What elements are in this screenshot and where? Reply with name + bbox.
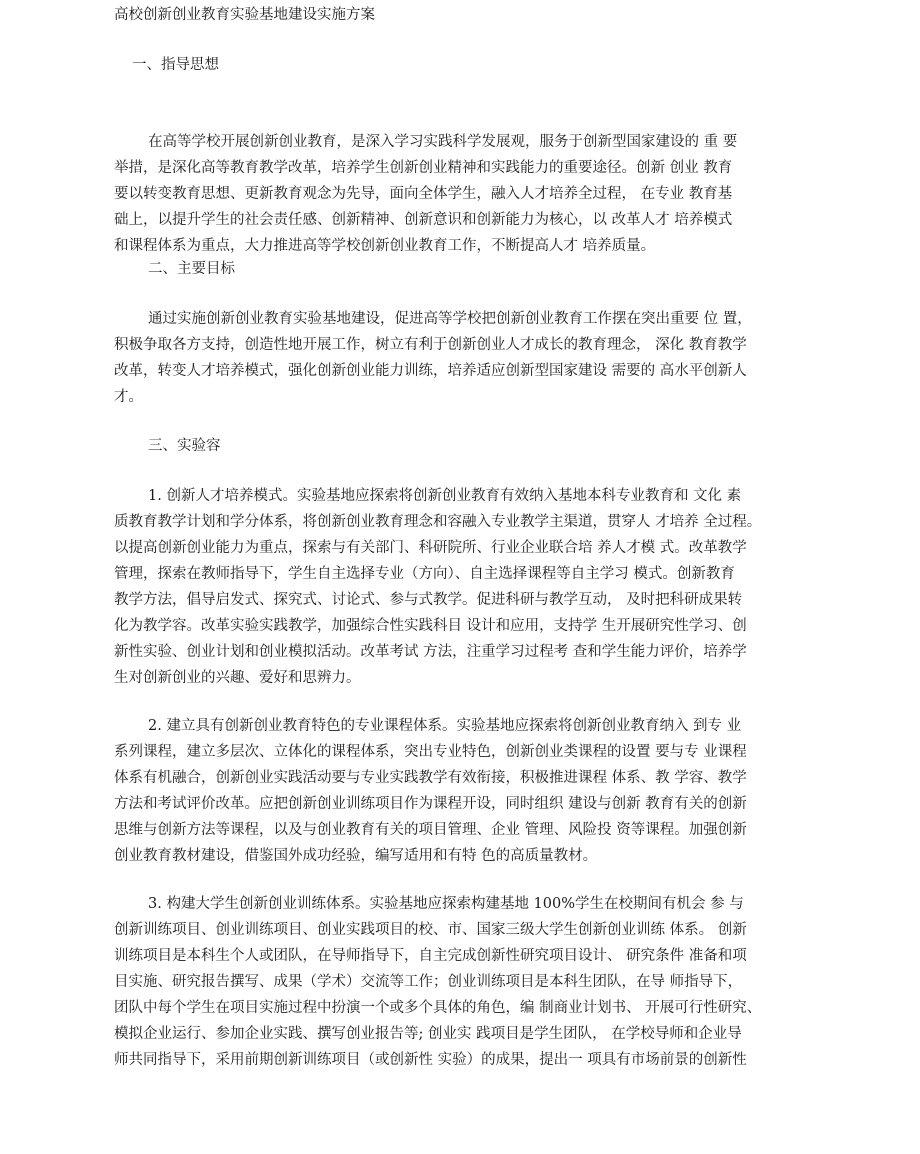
section-heading-guiding-ideology: 一、指导思想 [132,57,219,73]
paragraph-line: 管理，探索在教师指导下，学生自主选择专业（方向）、自主选择课程等自主学习 模式。创新教育 [114,566,735,582]
paragraph-line: 创新训练项目、创业训练项目、创业实践项目的校、市、国家三级大学生创新创业训练 体系。 创新 [114,922,747,938]
paragraph-line: 教学方法，倡导启发式、探究式、讨论式、参与式教学。促进科研与教学互动， 及时把科研成果转 [114,592,743,608]
paragraph-line: 生对创新创业的兴趣、爱好和思辨力。 [114,670,361,686]
paragraph-line: 新性实验、创业计划和创业模拟活动。改革考试 方法，注重学习过程考 查和学生能力评价，培养学 [114,644,747,660]
paragraph-line: 以提高创新创业能力为重点，探索与有关部门、科研院所、行业企业联合培 养人才模 式。改革教学 [114,540,747,556]
paragraph-line: 础上，以提升学生的社会责任感、创新精神、创新意识和创新能力为核心，以 改革人才 培养模式 [114,212,733,228]
paragraph-line: 积极争取各方支持，创造性地开展工作，树立有利于创新创业人才成长的教育理念， 深化 教育教学 [114,337,747,353]
paragraph-line: 训练项目是本科生个人或团队，在导师指导下，自主完成创新性研究项目设计、 研究条件 准备和项 [114,948,747,964]
paragraph-line: 师共同指导下，采用前期创新训练项目（或创新性 实验）的成果，提出一 项具有市场前景的创新性 [114,1052,747,1068]
paragraph-line: 思维与创新方法等课程，以及与创业教育有关的项目管理、企业 管理、风险投 资等课程。加强创新 [114,822,747,838]
paragraph-line: 要以转变教育思想、更新教育观念为先导，面向全体学生，融入人才培养全过程， 在专业 教育基 [114,186,733,202]
section-heading-experiment-content: 三、实验容 [148,438,221,454]
paragraph-line: 化为教学容。改革实验实践教学，加强综合性实践科目 设计和应用，支持学 生开展研究性学习、创 [114,618,747,634]
paragraph-line: 模拟企业运行、参加企业实践、撰写创业报告等; 创业实 践项目是学生团队， 在学校导师和企业导 [114,1026,742,1042]
paragraph-line: 在高等学校开展创新创业教育，是深入学习实践科学发展观，服务于创新型国家建设的 重 要 [148,134,738,150]
paragraph-line: 质教育教学计划和学分体系，将创新创业教育理念和容融入专业教学主渠道，贯穿人 才培养 全过程。 [114,514,762,530]
document-title: 高校创新创业教育实验基地建设实施方案 [114,7,375,23]
paragraph-item-2 [114,713,822,869]
paragraph-line: 体系有机融合，创新创业实践活动要与专业实践教学有效衔接，积极推进课程 体系、教 学容、教学 [114,770,747,786]
paragraph-guiding-ideology [114,129,822,259]
paragraph-item-3 [114,891,822,1073]
paragraph-line: 1. 创新人才培养模式。实验基地应探索将创新创业教育有效纳入基地本科专业教育和 文化 素 [148,488,742,504]
paragraph-line: 通过实施创新创业教育实验基地建设，促进高等学校把创新创业教育工作摆在突出重要 位 置， [148,311,752,327]
paragraph-line: 系列课程，建立多层次、立体化的课程体系，突出专业特色，创新创业类课程的设置 要与专 业课程 [114,744,747,760]
paragraph-main-goals [114,306,822,410]
paragraph-line: 方法和考试评价改革。应把创新创业训练项目作为课程开设，同时组织 建设与创新 教育有关的创新 [114,796,747,812]
paragraph-line: 目实施、研究报告撰写、成果（学术）交流等工作；创业训练项目是本科生团队，在导 师指导下， [114,974,743,990]
paragraph-line: 创业教育教材建设，借鉴国外成功经验，编写适用和有特 色的高质量教材。 [114,848,598,864]
paragraph-item-1 [114,483,822,691]
section-heading-main-goals: 二、主要目标 [148,261,235,277]
paragraph-line: 团队中每个学生在项目实施过程中扮演一个或多个具体的角色，编 制商业计划书、 开展可行性研究、 [114,1000,762,1016]
paragraph-line: 才。 [114,389,143,405]
paragraph-line: 和课程体系为重点，大力推进高等学校创新创业教育工作，不断提高人才 培养质量。 [114,238,656,254]
paragraph-line: 2. 建立具有创新创业教育特色的专业课程体系。实验基地应探索将创新创业教育纳入 到专 业 [148,718,742,734]
paragraph-line: 3. 构建大学生创新创业训练体系。实验基地应探索构建基地 100%学生在校期间有机会 参 与 [148,896,744,912]
paragraph-line: 改革，转变人才培养模式，强化创新创业能力训练，培养适应创新型国家建设 需要的 高水平创新人 [114,363,747,379]
paragraph-line: 举措，是深化高等教育教学改革，培养学生创新创业精神和实践能力的重要途径。创新 创业 教育 [114,160,733,176]
